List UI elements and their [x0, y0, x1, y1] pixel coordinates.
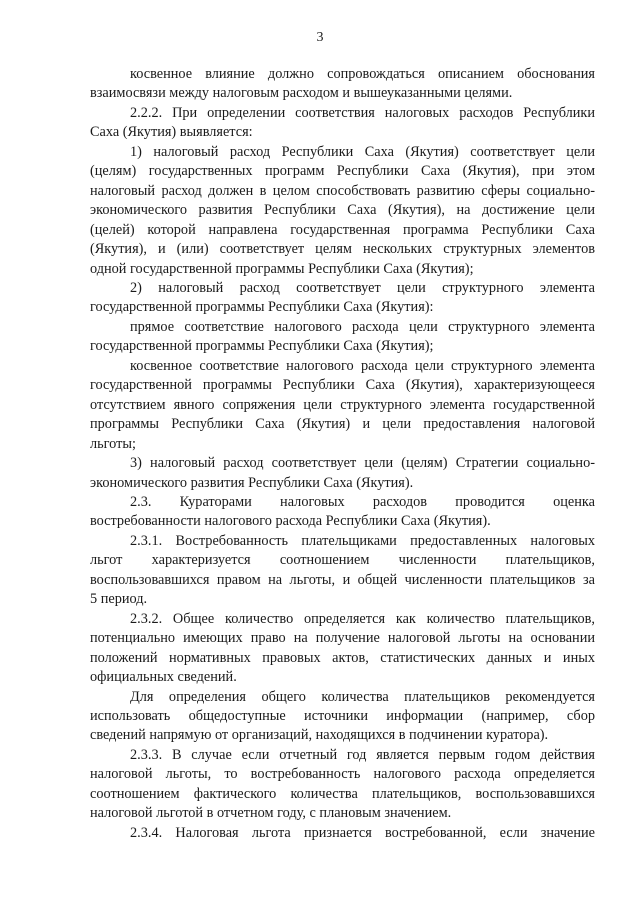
paragraph: [90, 746, 595, 824]
paragraph: [90, 610, 595, 688]
text-line: взаимосвязи между налоговым расходом и вышеуказанными целями.: [90, 85, 513, 102]
text-line: экономического развития Республики Саха (Якутия), на достижение цели: [90, 202, 595, 219]
text-line: государственной программы Республики Саха (Якутия), характеризующееся: [90, 377, 595, 394]
paragraph: [90, 454, 595, 493]
text-line: косвенное соответствие налогового расхода цели структурного элемента: [130, 357, 595, 374]
text-line: государственной программы Республики Саха (Якутия);: [90, 338, 434, 355]
text-line: льготы;: [90, 435, 136, 452]
text-line: 2.3. Кураторами налоговых расходов проводится оценка: [130, 493, 595, 510]
document-body: [90, 65, 595, 843]
text-line: 2.3.3. В случае если отчетный год является первым годом действия: [130, 746, 595, 763]
text-line: налоговый расход должен в целом способствовать развитию сферы социально-: [90, 182, 595, 199]
paragraph: [90, 688, 595, 746]
text-line: соотношением фактического количества плательщиков, воспользовавшихся: [90, 785, 595, 802]
text-line: использовать общедоступные источники информации (например, сбор: [90, 707, 595, 724]
text-line: (целей) которой направлена государственная программа Республики Саха: [90, 221, 595, 238]
text-line: 1) налоговый расход Республики Саха (Якутия) соответствует цели: [130, 143, 595, 160]
text-line: государственной программы Республики Саха (Якутия):: [90, 299, 434, 316]
paragraph: [90, 104, 595, 143]
text-line: косвенное влияние должно сопровождаться описанием обоснования: [130, 66, 595, 82]
text-line: 3) налоговый расход соответствует цели (целям) Стратегии социально-: [130, 455, 595, 472]
paragraph: [90, 824, 595, 843]
paragraph: [90, 532, 595, 610]
text-line: программы Республики Саха (Якутия) и цели предоставления налоговой: [90, 416, 595, 433]
text-line: (Якутия), и (или) соответствует целям нескольких структурных элементов: [90, 241, 595, 258]
text-line: Для определения общего количества плательщиков рекомендуется: [130, 688, 595, 705]
text-line: 2.2.2. При определении соответствия налоговых расходов Республики: [130, 104, 595, 121]
text-line: (целям) государственных программ Республики Саха (Якутия), при этом: [90, 163, 595, 180]
text-line: налоговой льготы, то востребованность налогового расхода определяется: [90, 766, 595, 783]
text-line: официальных сведений.: [90, 669, 237, 686]
paragraph: [90, 357, 595, 454]
text-line: потенциально имеющих право на получение налоговой льготы на основании: [90, 630, 595, 647]
paragraph: [90, 143, 595, 279]
page-number: 3: [316, 30, 324, 45]
text-line: 2.3.4. Налоговая льгота признается востребованной, если значение: [130, 824, 595, 841]
text-line: экономического развития Республики Саха (Якутия).: [90, 474, 414, 491]
text-line: Саха (Якутия) выявляется:: [90, 124, 253, 141]
paragraph: [90, 318, 595, 357]
text-line: 2.3.2. Общее количество определяется как количество плательщиков,: [130, 610, 595, 627]
paragraph: [90, 279, 595, 318]
paragraph: [90, 493, 595, 532]
text-line: отсутствием явного сопряжения цели структурного элемента государственной: [90, 396, 595, 413]
text-line: прямое соответствие налогового расхода цели структурного элемента: [130, 318, 595, 335]
text-line: положений нормативных правовых актов, статистических данных и иных: [90, 649, 595, 666]
text-line: налоговой льготой в отчетном году, с плановым значением.: [90, 805, 452, 822]
text-line: воспользовавшихся правом на льготы, и общей численности плательщиков за: [90, 571, 595, 588]
paragraph: [90, 65, 595, 104]
text-line: востребованности налогового расхода Республики Саха (Якутия).: [90, 513, 491, 530]
text-line: сведений напрямую от организаций, находящихся в подчинении куратора).: [90, 727, 549, 744]
text-line: 2) налоговый расход соответствует цели структурного элемента: [130, 279, 595, 296]
text-line: 5 период.: [90, 591, 148, 608]
text-line: одной государственной программы Республики Саха (Якутия);: [90, 260, 474, 277]
text-line: льгот характеризуется соотношением численности плательщиков,: [90, 552, 595, 569]
text-line: 2.3.1. Востребованность плательщиками предоставленных налоговых: [130, 532, 595, 549]
